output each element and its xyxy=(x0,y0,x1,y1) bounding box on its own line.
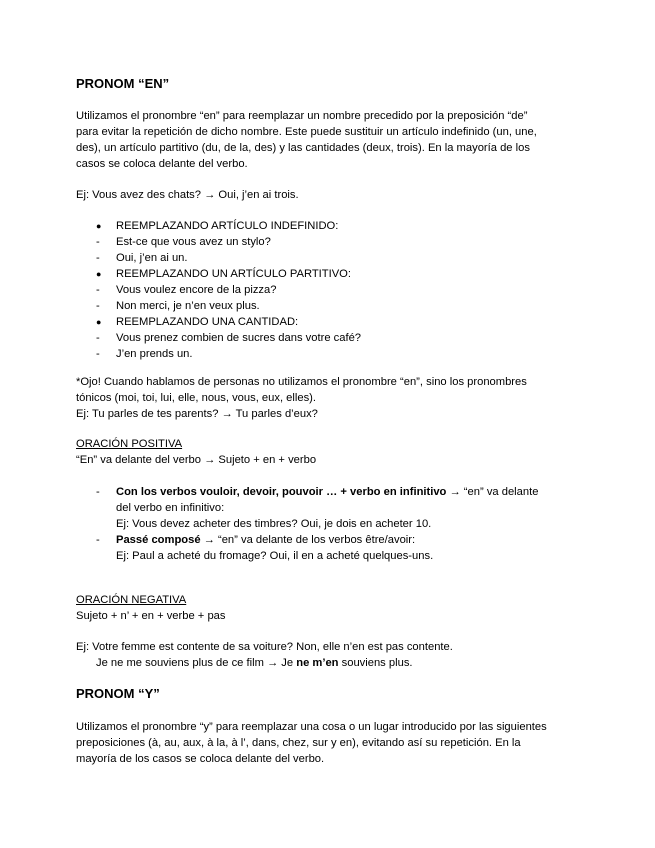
bold-text: Con los verbos vouloir, devoir, pouvoir … + verbo en infinitivo xyxy=(116,486,447,498)
ojo-line: *Ojo! Cuando hablamos de personas no utilizamos el pronombre “en”, sino los pronombres xyxy=(76,376,527,388)
dash-marker: - xyxy=(96,284,100,296)
heading-oracion-positiva: ORACIÓN POSITIVA xyxy=(76,438,183,450)
list-item xyxy=(76,346,576,362)
heading-oracion-negativa: ORACIÓN NEGATIVA xyxy=(76,594,187,606)
item-text: → “en” va delante xyxy=(446,486,539,498)
bold-text: ne m’en xyxy=(296,657,339,669)
intro-line: preposiciones (à, au, aux, à la, à l’, dans, chez, sur y en), evitando así su repetición. En la xyxy=(76,737,521,749)
positiva-list xyxy=(76,484,576,564)
intro-line: mayoría de los casos se coloca delante del verbo. xyxy=(76,753,325,765)
list-item-text: Vous prenez combien de sucres dans votre café? xyxy=(116,332,362,344)
list-item-text: Non merci, je n’en veux plus. xyxy=(116,300,260,312)
list-item xyxy=(76,250,576,266)
list-item xyxy=(76,532,576,564)
list-item xyxy=(76,234,576,250)
list-item xyxy=(76,484,576,532)
intro-line: para evitar la repetición de dicho nombre. Este puede sustituir un artículo indefinido (un, une, xyxy=(76,126,537,138)
example-negativa-2 xyxy=(96,655,596,671)
item-text: del verbo en infinitivo: xyxy=(116,502,225,514)
dash-marker: - xyxy=(96,534,100,546)
ojo-note xyxy=(76,374,576,422)
intro-paragraph-en xyxy=(76,108,576,172)
example-negativa-1: Ej: Votre femme est contente de sa voiture? Non, elle n’en est pas contente. xyxy=(76,641,453,653)
bold-text: Passé composé xyxy=(116,534,201,546)
section-title-pronom-en: PRONOM “EN” xyxy=(76,76,170,91)
list-item xyxy=(76,314,576,330)
rule-positiva: “En” va delante del verbo → Sujeto + en + verbo xyxy=(76,454,317,466)
list-item xyxy=(76,218,576,234)
dash-marker: - xyxy=(96,348,100,360)
list-item xyxy=(76,282,576,298)
dash-marker: - xyxy=(96,300,100,312)
list-item-text: REEMPLAZANDO UNA CANTIDAD: xyxy=(116,316,299,328)
ojo-line: tónicos (moi, toi, lui, elle, nous, vous, eux, elles). xyxy=(76,392,317,404)
dash-marker: - xyxy=(96,332,100,344)
list-item-text: Vous voulez encore de la pizza? xyxy=(116,284,277,296)
list-item-text: REEMPLAZANDO UN ARTÍCULO PARTITIVO: xyxy=(116,268,351,280)
bullet-marker: ● xyxy=(96,269,102,279)
intro-line: des), un artículo partitivo (du, de la, des) y las cantidades (deux, trois). En la mayoría de los xyxy=(76,142,530,154)
list-item-text: J’en prends un. xyxy=(116,348,193,360)
intro-line: Utilizamos el pronombre “y” para reemplazar una cosa o un lugar introducido por las siguientes xyxy=(76,721,547,733)
example-text: Je ne me souviens plus de ce film → Je xyxy=(96,657,297,669)
intro-line: Utilizamos el pronombre “en” para reemplazar un nombre precedido por la preposición “de” xyxy=(76,110,528,122)
replacement-list xyxy=(76,218,576,362)
list-item-text: Est-ce que vous avez un stylo? xyxy=(116,236,271,248)
item-text: → “en” va delante de los verbos être/avoir: xyxy=(200,534,416,546)
list-item-text: REEMPLAZANDO ARTÍCULO INDEFINIDO: xyxy=(116,220,339,232)
bullet-marker: ● xyxy=(96,221,102,231)
item-example: Ej: Paul a acheté du fromage? Oui, il en a acheté quelques-uns. xyxy=(116,550,434,562)
list-item xyxy=(76,298,576,314)
item-example: Ej: Vous devez acheter des timbres? Oui, je dois en acheter 10. xyxy=(116,518,432,530)
dash-marker: - xyxy=(96,486,100,498)
bullet-marker: ● xyxy=(96,317,102,327)
list-item-text: Oui, j’en ai un. xyxy=(116,252,188,264)
section-title-pronom-y: PRONOM “Y” xyxy=(76,686,160,701)
rule-negativa: Sujeto + n’ + en + verbe + pas xyxy=(76,610,226,622)
dash-marker: - xyxy=(96,252,100,264)
intro-paragraph-y xyxy=(76,719,576,767)
intro-line: casos se coloca delante del verbo. xyxy=(76,158,248,170)
dash-marker: - xyxy=(96,236,100,248)
ojo-line: Ej: Tu parles de tes parents? → Tu parles d’eux? xyxy=(76,408,318,420)
example-en: Ej: Vous avez des chats? → Oui, j’en ai trois. xyxy=(76,189,299,201)
list-item xyxy=(76,330,576,346)
list-item xyxy=(76,266,576,282)
example-text: souviens plus. xyxy=(338,657,413,669)
